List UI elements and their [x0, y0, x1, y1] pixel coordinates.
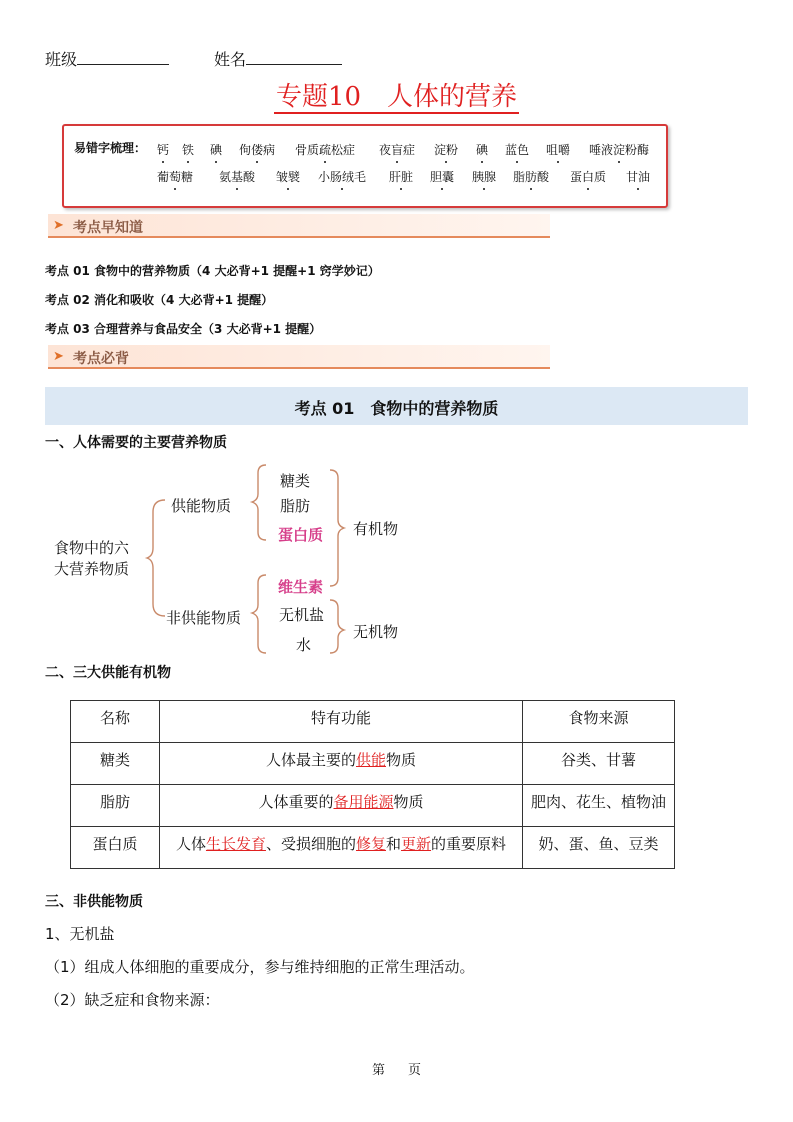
part3-p2: （2）缺乏症和食物来源： — [45, 991, 220, 1009]
typo-word: 脂肪酸 — [513, 168, 549, 185]
typo-word: 钙 — [157, 141, 169, 158]
typo-word: 胆囊 — [430, 168, 454, 185]
diagram-sugar: 糖类 — [280, 472, 311, 490]
typo-word: 夜盲症 — [379, 141, 415, 158]
typo-word: 淀粉 — [434, 141, 458, 158]
table-cell-source: 肥肉、花生、植物油 — [523, 785, 675, 827]
table-cell-source: 谷类、甘薯 — [523, 743, 675, 785]
diagram-root-line1: 食物中的六 — [54, 539, 130, 557]
diagram-energy: 供能物质 — [171, 497, 232, 515]
table-row — [71, 827, 675, 869]
energy-nutrients-table — [70, 700, 675, 869]
table-row — [71, 743, 675, 785]
diagram-root-line2: 大营养物质 — [54, 560, 130, 578]
diagram-salt: 无机盐 — [279, 606, 325, 624]
diagram-water: 水 — [296, 636, 312, 654]
typo-word: 甘油 — [626, 168, 650, 185]
table-header-cell: 特有功能 — [160, 701, 523, 743]
table-header-row — [71, 701, 675, 743]
typo-word: 骨质疏松症 — [295, 141, 355, 158]
diagram-organic: 有机物 — [353, 520, 399, 538]
typo-word: 碘 — [476, 141, 488, 158]
name-label: 姓名 — [214, 50, 247, 69]
table-cell-name: 蛋白质 — [71, 827, 160, 869]
table-header-cell: 名称 — [71, 701, 160, 743]
diagram-fat: 脂肪 — [280, 497, 311, 515]
typo-word: 皱襞 — [276, 168, 300, 185]
page-title: 专题10 人体的营养 — [275, 82, 518, 112]
class-label: 班级 — [45, 50, 78, 69]
part3-sub1: 1、无机盐 — [45, 925, 115, 943]
part2-heading: 二、三大供能有机物 — [45, 665, 171, 681]
typo-word: 肝脏 — [389, 168, 413, 185]
part1-heading: 一、人体需要的主要营养物质 — [45, 435, 227, 451]
diagram-non-energy: 非供能物质 — [166, 609, 242, 627]
typo-word: 蓝色 — [505, 141, 529, 158]
diagram-inorganic: 无机物 — [353, 623, 399, 641]
typo-word: 小肠绒毛 — [318, 168, 366, 185]
typo-word: 葡萄糖 — [157, 168, 193, 185]
table-header-cell: 食物来源 — [523, 701, 675, 743]
typo-box-label: 易错字梳理： — [74, 141, 147, 155]
table-cell-name: 糖类 — [71, 743, 160, 785]
typo-word: 佝偻病 — [239, 141, 275, 158]
footer-page-left: 第 — [372, 1063, 386, 1078]
diagram-protein: 蛋白质 — [278, 526, 324, 544]
footer-page-right: 页 — [408, 1063, 422, 1078]
section-title: 考点 01 食物中的营养物质 — [294, 399, 499, 418]
arrow-icon: ➤ — [53, 218, 64, 233]
part3-p1: （1）组成人体细胞的重要成分，参与维持细胞的正常生理活动。 — [45, 958, 475, 976]
banner-preview-text: 考点早知道 — [73, 220, 143, 236]
key-point-3: 考点 03 合理营养与食品安全（3 大必背+1 提醒） — [45, 322, 322, 336]
table-cell-function: 人体最主要的供能物质 — [160, 743, 523, 785]
diagram-vitamin: 维生素 — [278, 578, 324, 596]
table-cell-function: 人体重要的备用能源物质 — [160, 785, 523, 827]
key-point-1: 考点 01 食物中的营养物质（4 大必背+1 提醒+1 窍学妙记） — [45, 264, 380, 278]
key-point-2: 考点 02 消化和吸收（4 大必背+1 提醒） — [45, 293, 274, 307]
typo-word: 氨基酸 — [219, 168, 255, 185]
table-cell-function: 人体生长发育、受损细胞的修复和更新的重要原料 — [160, 827, 523, 869]
typo-word: 蛋白质 — [570, 168, 606, 185]
table-row — [71, 785, 675, 827]
typo-word: 咀嚼 — [546, 141, 570, 158]
typo-word: 碘 — [210, 141, 222, 158]
typo-word: 铁 — [182, 141, 194, 158]
banner-must-text: 考点必背 — [73, 351, 129, 367]
table-cell-source: 奶、蛋、鱼、豆类 — [523, 827, 675, 869]
arrow-icon: ➤ — [53, 349, 64, 364]
typo-word: 唾液淀粉酶 — [589, 141, 649, 158]
part3-heading: 三、非供能物质 — [45, 894, 143, 910]
table-cell-name: 脂肪 — [71, 785, 160, 827]
typo-word: 胰腺 — [472, 168, 496, 185]
